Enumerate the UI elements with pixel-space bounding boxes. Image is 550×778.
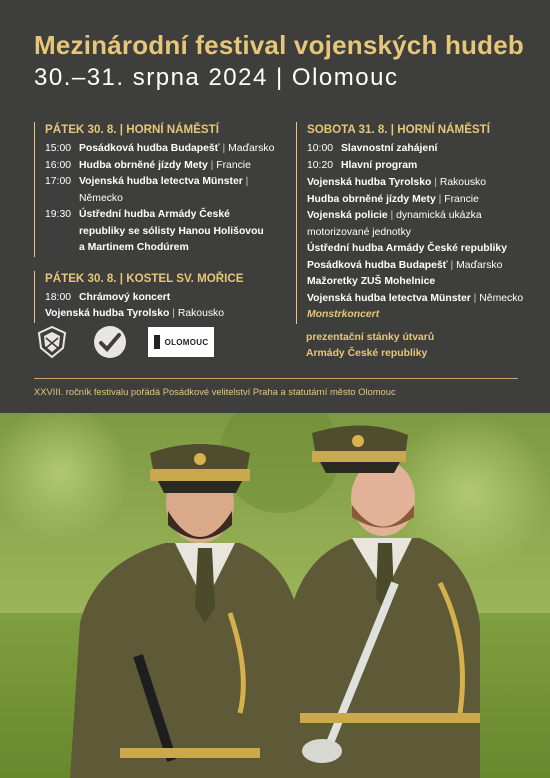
band-country: Rakousko <box>177 308 225 319</box>
band-name: Hudba obrněné jízdy Mety <box>307 193 436 205</box>
band-country: Německo <box>79 192 123 204</box>
section-heading: PÁTEK 30. 8. | KOSTEL SV. MOŘICE <box>45 271 244 285</box>
schedule-row <box>35 290 292 307</box>
schedule-row: 15:00 Posádková hudba Budapešť | Maďarsko <box>35 141 292 158</box>
band-name: Ústřední hudba Armády České republiky <box>307 243 507 254</box>
event-time: 19:30 <box>45 209 72 220</box>
event-time: 17:00 <box>45 176 72 187</box>
band-name: Vojenská policie <box>307 210 388 221</box>
band-name: Vojenská hudba letectva Münster <box>79 176 243 187</box>
band-row <box>297 274 524 291</box>
friday-church-section <box>34 271 292 323</box>
event-time: 10:00 <box>307 143 334 154</box>
divider <box>34 378 518 379</box>
band-country: Německo <box>479 292 524 304</box>
band-row: Vojenská policie | dynamická ukázka motorizované jednotky <box>307 210 482 238</box>
event-time: 16:00 <box>45 159 72 171</box>
schedule-row <box>297 141 524 158</box>
finale-label: Monstrkoncert <box>307 309 380 320</box>
friday-square-section <box>34 122 292 257</box>
band-country: Francie <box>216 159 251 171</box>
schedule-row: 17:00 Vojenská hudba letectva Münster | Německo <box>35 174 292 207</box>
event-name: Slavnostní zahájení <box>341 143 438 154</box>
section-heading: PÁTEK 30. 8. | HORNÍ NÁMĚSTÍ <box>45 123 219 136</box>
band-row: Posádková hudba Budapešť | Maďarsko <box>307 259 503 271</box>
band-country: Maďarsko <box>228 143 275 154</box>
organizer-note: XXVIII. ročník festivalu pořádá Posádkové velitelství Praha a statutární město Olomouc <box>34 386 396 397</box>
band-name: Vojenská hudba Tyrolsko <box>45 308 170 319</box>
band-name: Vojenská hudba letectva Münster <box>307 292 471 304</box>
event-time: 10:20 <box>307 159 334 171</box>
military-police-emblem-icon <box>92 324 128 360</box>
schedule-row <box>297 158 524 175</box>
band-country: Rakousko <box>439 177 487 188</box>
band-country: Maďarsko <box>456 259 503 271</box>
event-time: 15:00 <box>45 143 72 154</box>
band-row <box>297 241 524 258</box>
band-name: Mažoretky ZUŠ Mohelnice <box>307 276 436 287</box>
olomouc-logo-text: OLOMOUC <box>164 337 209 347</box>
section-heading: SOBOTA 31. 8. | HORNÍ NÁMĚSTÍ <box>307 123 490 136</box>
band-row: Vojenská hudba Tyrolsko | Rakousko <box>45 308 225 319</box>
saturday-section <box>296 122 524 324</box>
friday-program <box>34 120 292 323</box>
band-country: Francie <box>444 193 479 205</box>
event-name: Hlavní program <box>341 159 418 171</box>
event-time: 18:00 <box>45 291 72 303</box>
band-name: Vojenská hudba Tyrolsko <box>307 177 432 188</box>
schedule-row: 16:00 Hudba obrněné jízdy Mety | Francie <box>35 158 292 175</box>
olomouc-logo-icon <box>148 327 214 357</box>
partner-logos <box>34 322 214 362</box>
band-row: Vojenská hudba letectva Münster | Německo <box>307 292 524 304</box>
band-name: Posádková hudba Budapešť <box>307 259 448 271</box>
band-name: Hudba obrněné jízdy Mety <box>79 159 208 171</box>
saturday-program <box>296 120 524 363</box>
page-title: Mezinárodní festival vojenských hudeb <box>34 30 524 60</box>
czech-army-emblem-icon <box>34 324 70 360</box>
band-note: dynamická ukázka motorizované jednotky <box>307 210 482 238</box>
band-name: Ústřední hudba Armády České republiky se sólisty Hanou Holišovou a Martinem Chodúrem <box>79 209 264 253</box>
band-name: Posádková hudba Budapešť <box>79 143 220 154</box>
schedule-row <box>35 207 292 257</box>
event-dates-location: 30.–31. srpna 2024 | Olomouc <box>34 64 399 91</box>
musicians-photo <box>0 413 550 778</box>
band-row: Vojenská hudba Tyrolsko | Rakousko <box>307 177 487 188</box>
band-row: Hudba obrněné jízdy Mety | Francie <box>307 193 479 205</box>
event-name: Chrámový koncert <box>79 291 171 303</box>
stands-note: prezentační stánky útvarů Armády České republiky <box>306 331 435 359</box>
